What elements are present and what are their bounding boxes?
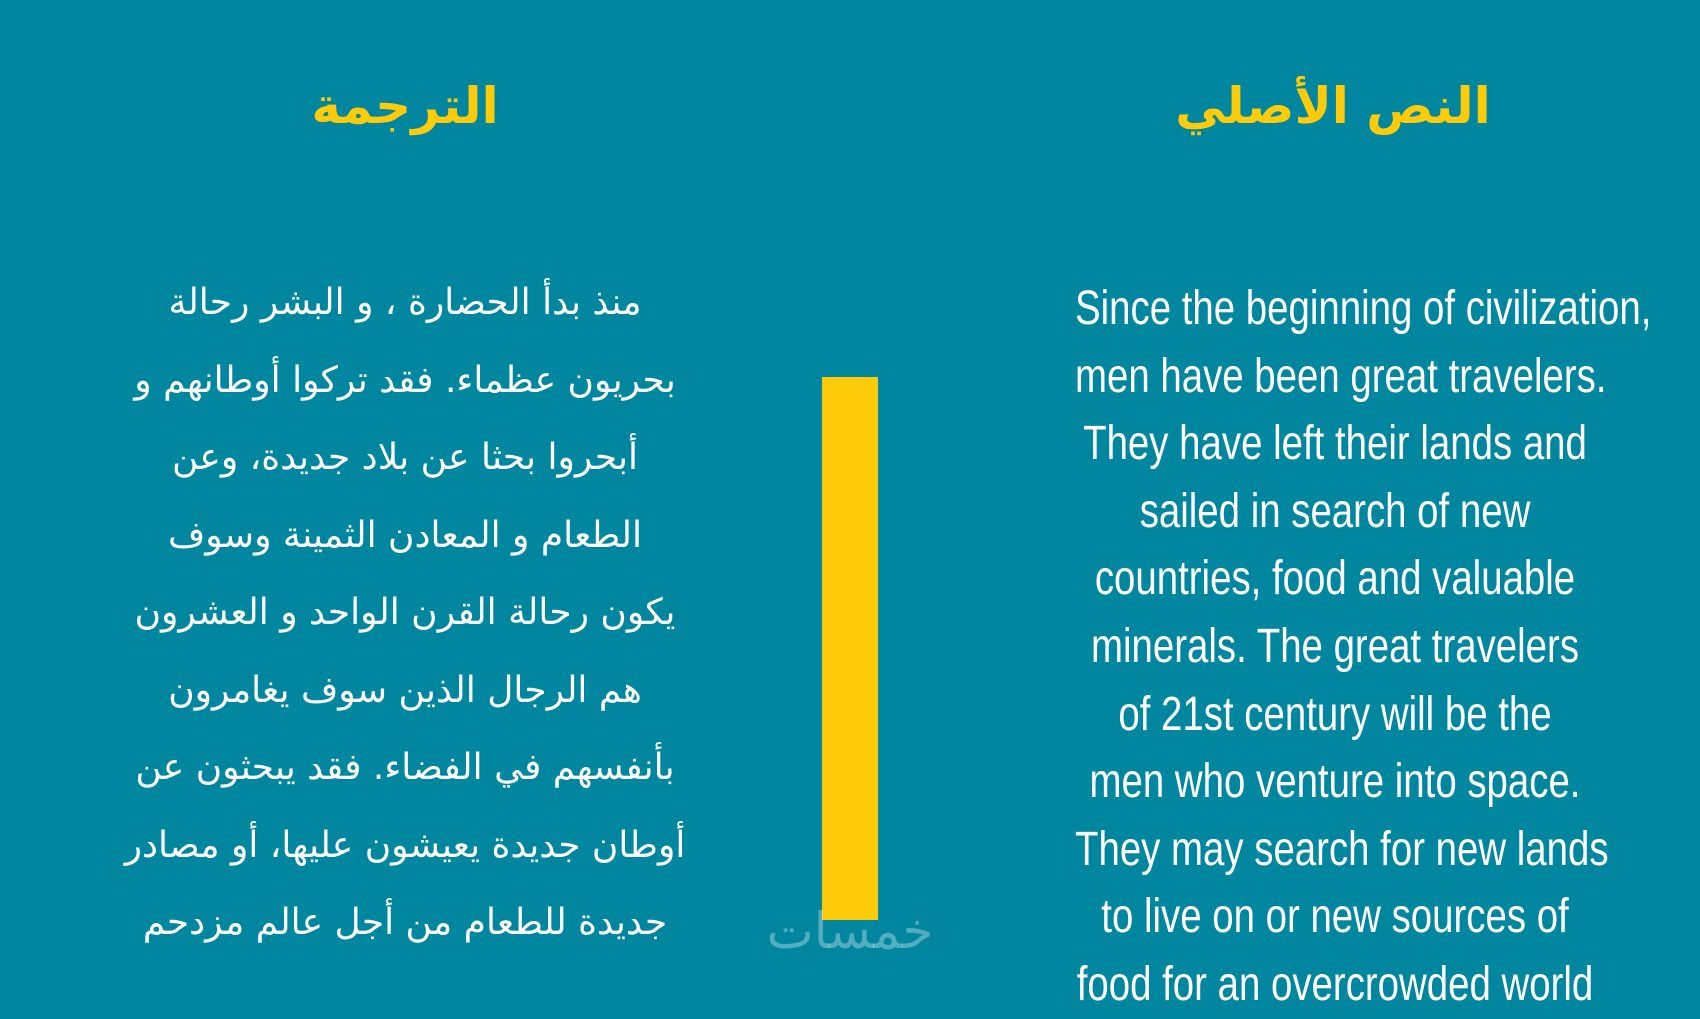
translation-line: أوطان جديدة يعيشون عليها، أو مصادر — [124, 824, 686, 866]
translation-line: يكون رحالة القرن الواحد و العشرون — [134, 592, 676, 633]
original-line: of 21st century will be the — [1118, 687, 1552, 741]
original-line: to live on or new sources of — [1101, 890, 1569, 944]
original-line: men who venture into space. — [1089, 755, 1581, 809]
translation-line: بحريون عظماء. فقد تركوا أوطانهم و — [134, 359, 676, 401]
original-line: They have left their lands and — [1083, 417, 1587, 471]
original-text — [1075, 275, 1652, 1019]
translation-line: هم الرجال الذين سوف يغامرون — [168, 669, 642, 711]
original-line: countries, food and valuable — [1094, 552, 1576, 606]
original-line: food for an overcrowded world — [1076, 957, 1594, 1011]
translation-line: الطعام و المعادن الثمينة وسوف — [167, 514, 642, 556]
translation-line: أبحروا بحثا عن بلاد جديدة، وعن — [171, 437, 639, 478]
divider-bar — [822, 377, 878, 920]
translation-line: بأنفسهم في الفضاء. فقد يبحثون عن — [135, 747, 675, 788]
original-line: minerals. The great travelers — [1090, 619, 1580, 673]
original-line: They may search for new lands — [1075, 822, 1609, 876]
translation-line: منذ بدأ الحضارة ، و البشر رحالة — [168, 282, 642, 323]
original-line: sailed in search of new — [1139, 484, 1531, 538]
translation-text — [60, 264, 750, 962]
original-line: Since the beginning of civilization, — [1075, 282, 1652, 335]
translation-line: جديدة للطعام من أجل عالم مزدحم — [142, 902, 668, 943]
original-text-heading: النص الأصلي — [1175, 77, 1491, 135]
translation-heading: الترجمة — [311, 77, 499, 135]
original-line: men have been great travelers. — [1075, 349, 1607, 403]
watermark-logo: خمسات — [766, 902, 934, 960]
